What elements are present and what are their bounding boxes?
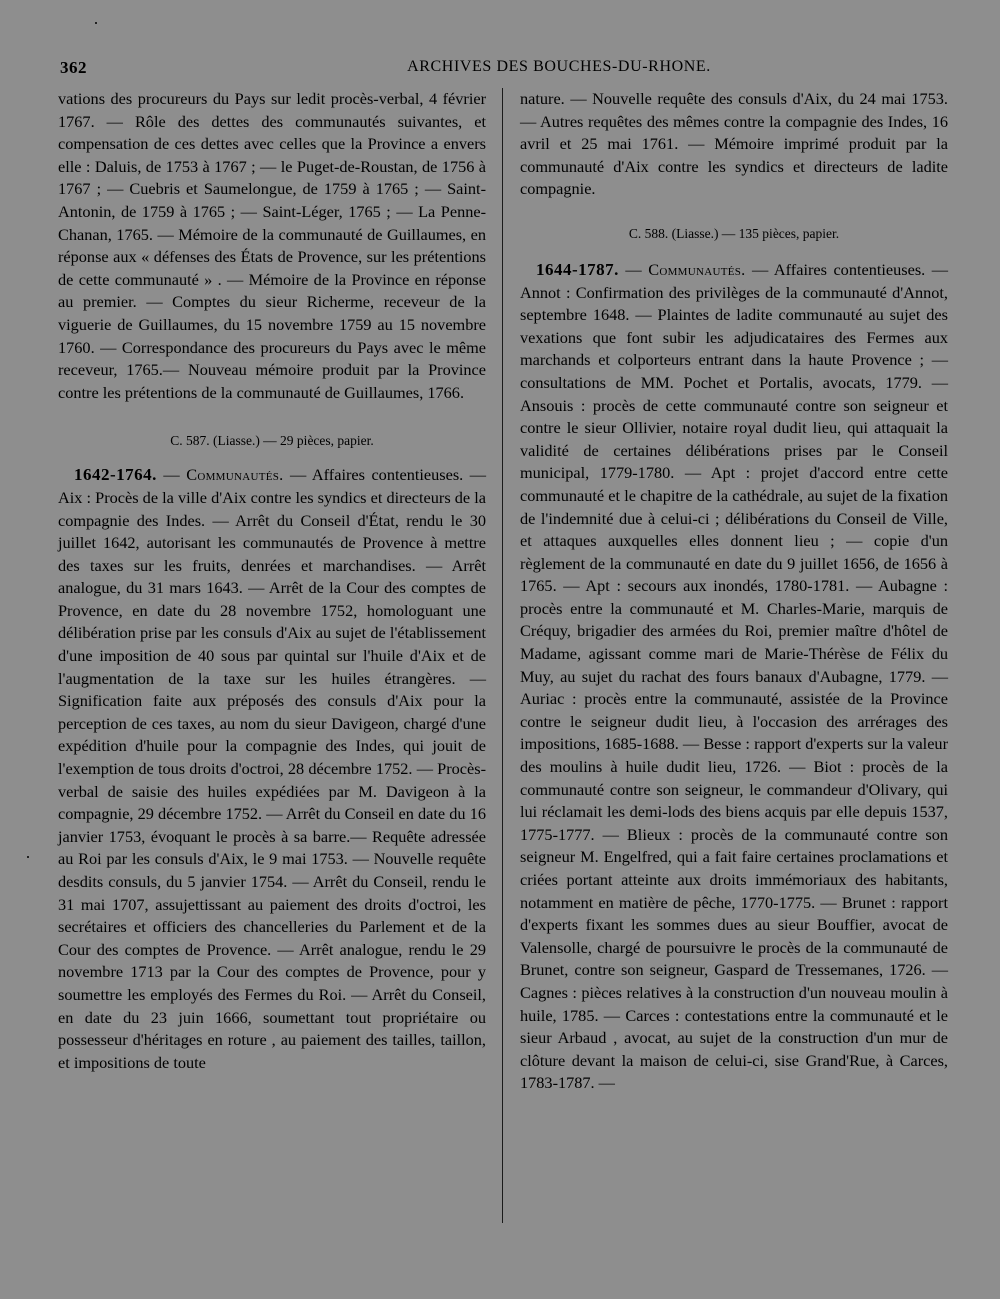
page-number: 362: [60, 58, 87, 77]
right-continuation-text: nature. — Nouvelle requête des consuls d'Aix, du 24 mai 1753. — Autres requêtes des mêmes contre la compagnie des Indes, 16 avril et 25 mai 1761. — Mémoire imprimé produit par la communauté d'Aix contre les syndics et directeurs de ladite compagnie.: [520, 89, 948, 199]
running-title: ARCHIVES DES BOUCHES-DU-RHONE.: [407, 58, 711, 75]
left-cote: C. 587. (Liasse.) — 29 pièces, papier.: [170, 433, 374, 449]
scan-speck: [95, 22, 97, 24]
left-column: [58, 88, 486, 1074]
right-column: [520, 88, 948, 1095]
left-entry-text: — Affaires contentieuses. — Aix : Procès de la ville d'Aix contre les syndics et directeurs de la compagnie des Indes. — Arrêt du Conseil d'État, rendu le 30 juillet 1642, autorisant les communautés de Provence à mettre des taxes sur les fruits, denrées et marchandises. — Arrêt analogue, du 31 mars 1643. — Arrêt de la Cour des comptes de Provence, en date du 28 novembre 1752, homologuant une délibération prise par les consuls d'Aix au sujet de l'établissement d'une imposition de 40 sous par quintal sur l'huile d'Aix et de l'augmentation de la taxe sur les huiles étrangères. — Signification faite aux préposés des consuls d'Aix pour la perception de ces taxes, au nom du sieur Davigeon, chargé d'une expédition d'huile pour la compagnie des Indes, qui jouit de l'exemption de tous droits d'octroi, 28 décembre 1752. — Procès-verbal de saisie des huiles expédiées par M. Davigeon à la compagnie, 29 décembre 1752. — Arrêt du Conseil en date du 16 janvier 1753, évoquant le procès à sa barre.— Requête adressée au Roi par les consuls d'Aix, le 9 mai 1753. — Nouvelle requête desdits consuls, du 5 janvier 1754. — Arrêt du Conseil, rendu le 31 mai 1707, assujettissant au paiement des droits d'octroi, les secrétaires et officiers des chancelleries du Parlement et de la Cour des comptes de Provence. — Arrêt analogue, rendu le 29 novembre 1713 par la Cour des comptes de Provence, pour y soumettre les employés des Fermes du Roi. — Arrêt du Conseil, en date du 23 juin 1666, soumettant tout propriétaire ou possesseur d'héritages en roture , au paiement des tailles, taillon, et impositions de toute: [58, 465, 486, 1072]
left-entry: 1642-1764. — Communautés. — Affaires contentieuses. — Aix : Procès de la ville d'Aix contre les syndics et directeurs de la compagnie des Indes. — Arrêt du Conseil d'État, rendu le 30 juillet 1642, autorisant les communautés de Provence à mettre des taxes sur les fruits, denrées et marchandises. — Arrêt analogue, du 31 mars 1643. — Arrêt de la Cour des comptes de Provence, en date du 28 novembre 1752, homologuant une délibération prise par les consuls d'Aix au sujet de l'établissement d'une imposition de 40 sous par quintal sur l'huile d'Aix et de l'augmentation de la taxe sur les huiles étrangères. — Signification faite aux préposés des consuls d'Aix pour la perception de ces taxes, au nom du sieur Davigeon, chargé d'une expédition d'huile pour la compagnie des Indes, qui jouit de l'exemption de tous droits d'octroi, 28 décembre 1752. — Procès-verbal de saisie des huiles expédiées par M. Davigeon à la compagnie, 29 décembre 1752. — Arrêt du Conseil en date du 16 janvier 1753, évoquant le procès à sa barre.— Requête adressée au Roi par les consuls d'Aix, le 9 mai 1753. — Nouvelle requête desdits consuls, du 5 janvier 1754. — Arrêt du Conseil, rendu le 31 mai 1707, assujettissant au paiement des droits d'octroi, les secrétaires et officiers des chancelleries du Parlement et de la Cour des comptes de Provence. — Arrêt analogue, rendu le 29 novembre 1713 par la Cour des comptes de Provence, pour y soumettre les employés des Fermes du Roi. — Arrêt du Conseil, en date du 23 juin 1666, soumettant tout propriétaire ou possesseur d'héritages en roture , au paiement des tailles, taillon, et impositions de toute: [58, 465, 486, 1072]
scan-speck: [27, 856, 29, 858]
right-entry-heading: Communautés.: [648, 259, 746, 279]
right-entry: 1644-1787. — Communautés. — Affaires contentieuses. — Annot : Confirmation des privilèges de la communauté d'Annot, septembre 1648. — Plaintes de ladite communauté au sujet des vexations que font subir les adjudicataires des Fermes aux marchands et colporteurs entrant dans la haute Provence ; — consultations de MM. Pochet et Portalis, avocats, 1779. — Ansouis : procès de cette communauté contre son seigneur et contre le sieur Ollivier, notaire royal dudit lieu, qui attaquait la validité de certaines délibérations prises par le Conseil municipal, 1779-1780. — Apt : projet d'accord entre cette communauté et le chapitre de la cathédrale, au sujet de la fixation de l'indemnité due à celui-ci ; délibérations du Conseil de Ville, et attaques auxquelles elles donnent lieu ; — copie d'un règlement de la communauté en date du 9 juillet 1656, de 1656 à 1765. — Apt : secours aux inondés, 1780-1781. — Aubagne : procès entre la communauté et M. Charles-Marie, marquis de Créquy, brigadier des armées du Roi, premier maître d'hôtel de Madame, agissant comme mari de Marie-Thérèse de Félix du Muy, au sujet du rachat des fours banaux d'Aubagne, 1779. — Auriac : procès entre la communauté, assistée de la Province contre le seigneur dudit lieu, à l'occasion des arrérages des impositions, 1685-1688. — Besse : rapport d'experts sur la valeur des moulins à huile dudit lieu, 1726. — Biot : procès de la communauté contre son seigneur, le commandeur d'Olivary, qui lui réclamait les demi-lods des biens acquis par elle depuis 1537, 1775-1777. — Blieux : procès de la communauté contre son seigneur M. Engelfred, qui a fait faire certaines proclamations et criées portant atteinte aux droits immémoriaux des habitants, notamment en matière de pêche, 1770-1775. — Brunet : rapport d'experts fixant les sommes dues au sieur Bouffier, avocat de Valensolle, chargé de poursuivre le procès de la communauté de Brunet, contre son seigneur, Gaspard de Tressemanes, 1726. — Cagnes : pièces relatives à la construction d'un nouveau moulin à huile, 1785. — Carces : contestations entre la communauté et le sieur Arbaud , avocat, au sujet de la construction d'un mur de clôture devant la maison de celui-ci, sise Grand'Rue, à Carces, 1783-1787. —: [520, 259, 948, 1093]
right-entry-dates: 1644-1787.: [536, 259, 619, 279]
left-entry-heading: Communautés.: [186, 465, 284, 485]
page-header: [60, 58, 948, 82]
column-divider: [502, 88, 503, 1223]
right-cote: C. 588. (Liasse.) — 135 pièces, papier.: [628, 225, 840, 241]
right-entry-text: — Affaires contentieuses. — Annot : Confirmation des privilèges de la communauté d'Annot, septembre 1648. — Plaintes de ladite communauté au sujet des vexations que font subir les adjudicataires des Fermes aux marchands et colporteurs entrant dans la haute Provence ; — consultations de MM. Pochet et Portalis, avocats, 1779. — Ansouis : procès de cette communauté contre son seigneur et contre le sieur Ollivier, notaire royal dudit lieu, qui attaquait la validité de certaines délibérations prises par le Conseil municipal, 1779-1780. — Apt : projet d'accord entre cette communauté et le chapitre de la cathédrale, au sujet de la fixation de l'indemnité due à celui-ci ; délibérations du Conseil de Ville, et attaques auxquelles elles donnent lieu ; — copie d'un règlement de la communauté en date du 9 juillet 1656, de 1656 à 1765. — Apt : secours aux inondés, 1780-1781. — Aubagne : procès entre la communauté et M. Charles-Marie, marquis de Créquy, brigadier des armées du Roi, premier maître d'hôtel de Madame, agissant comme mari de Marie-Thérèse de Félix du Muy, au sujet du rachat des fours banaux d'Aubagne, 1779. — Auriac : procès entre la communauté, assistée de la Province contre le seigneur dudit lieu, à l'occasion des arrérages des impositions, 1685-1688. — Besse : rapport d'experts sur la valeur des moulins à huile dudit lieu, 1726. — Biot : procès de la communauté contre son seigneur, le commandeur d'Olivary, qui lui réclamait les demi-lods des biens acquis par elle depuis 1537, 1775-1777. — Blieux : procès de la communauté contre son seigneur M. Engelfred, qui a fait faire certaines proclamations et criées portant atteinte aux droits immémoriaux des habitants, notamment en matière de pêche, 1770-1775. — Brunet : rapport d'experts fixant les sommes dues au sieur Bouffier, avocat de Valensolle, chargé de poursuivre le procès de la communauté de Brunet, contre son seigneur, Gaspard de Tressemanes, 1726. — Cagnes : pièces relatives à la construction d'un nouveau moulin à huile, 1785. — Carces : contestations entre la communauté et le sieur Arbaud , avocat, au sujet de la construction d'un mur de clôture devant la maison de celui-ci, sise Grand'Rue, à Carces, 1783-1787. —: [520, 259, 948, 1093]
left-entry-dates: 1642-1764.: [74, 465, 157, 485]
left-continuation-text: vations des procureurs du Pays sur ledit procès-verbal, 4 février 1767. — Rôle des dettes des communautés suivantes, et compensation de ces dettes avec celles que la Province a envers elle : Daluis, de 1753 à 1767 ; — le Puget-de-Roustan, de 1756 à 1767 ; — Cuebris et Saumelongue, de 1759 à 1765 ; — Saint-Antonin, de 1759 à 1765 ; — Saint-Léger, 1765 ; — La Penne-Chanan, 1765. — Mémoire de la communauté de Guillaumes, en réponse aux « défenses des États de Provence, sur les prétentions de cette communauté » . — Mémoire de la Province en réponse au premier. — Comptes du sieur Richerme, receveur de la viguerie de Guillaumes, du 15 novembre 1759 au 15 novembre 1760. — Correspondance des procureurs du Pays avec le même receveur, 1765.— Nouveau mémoire produit par la Province contre les prétentions de la communauté de Guillaumes, 1766.: [58, 89, 486, 402]
